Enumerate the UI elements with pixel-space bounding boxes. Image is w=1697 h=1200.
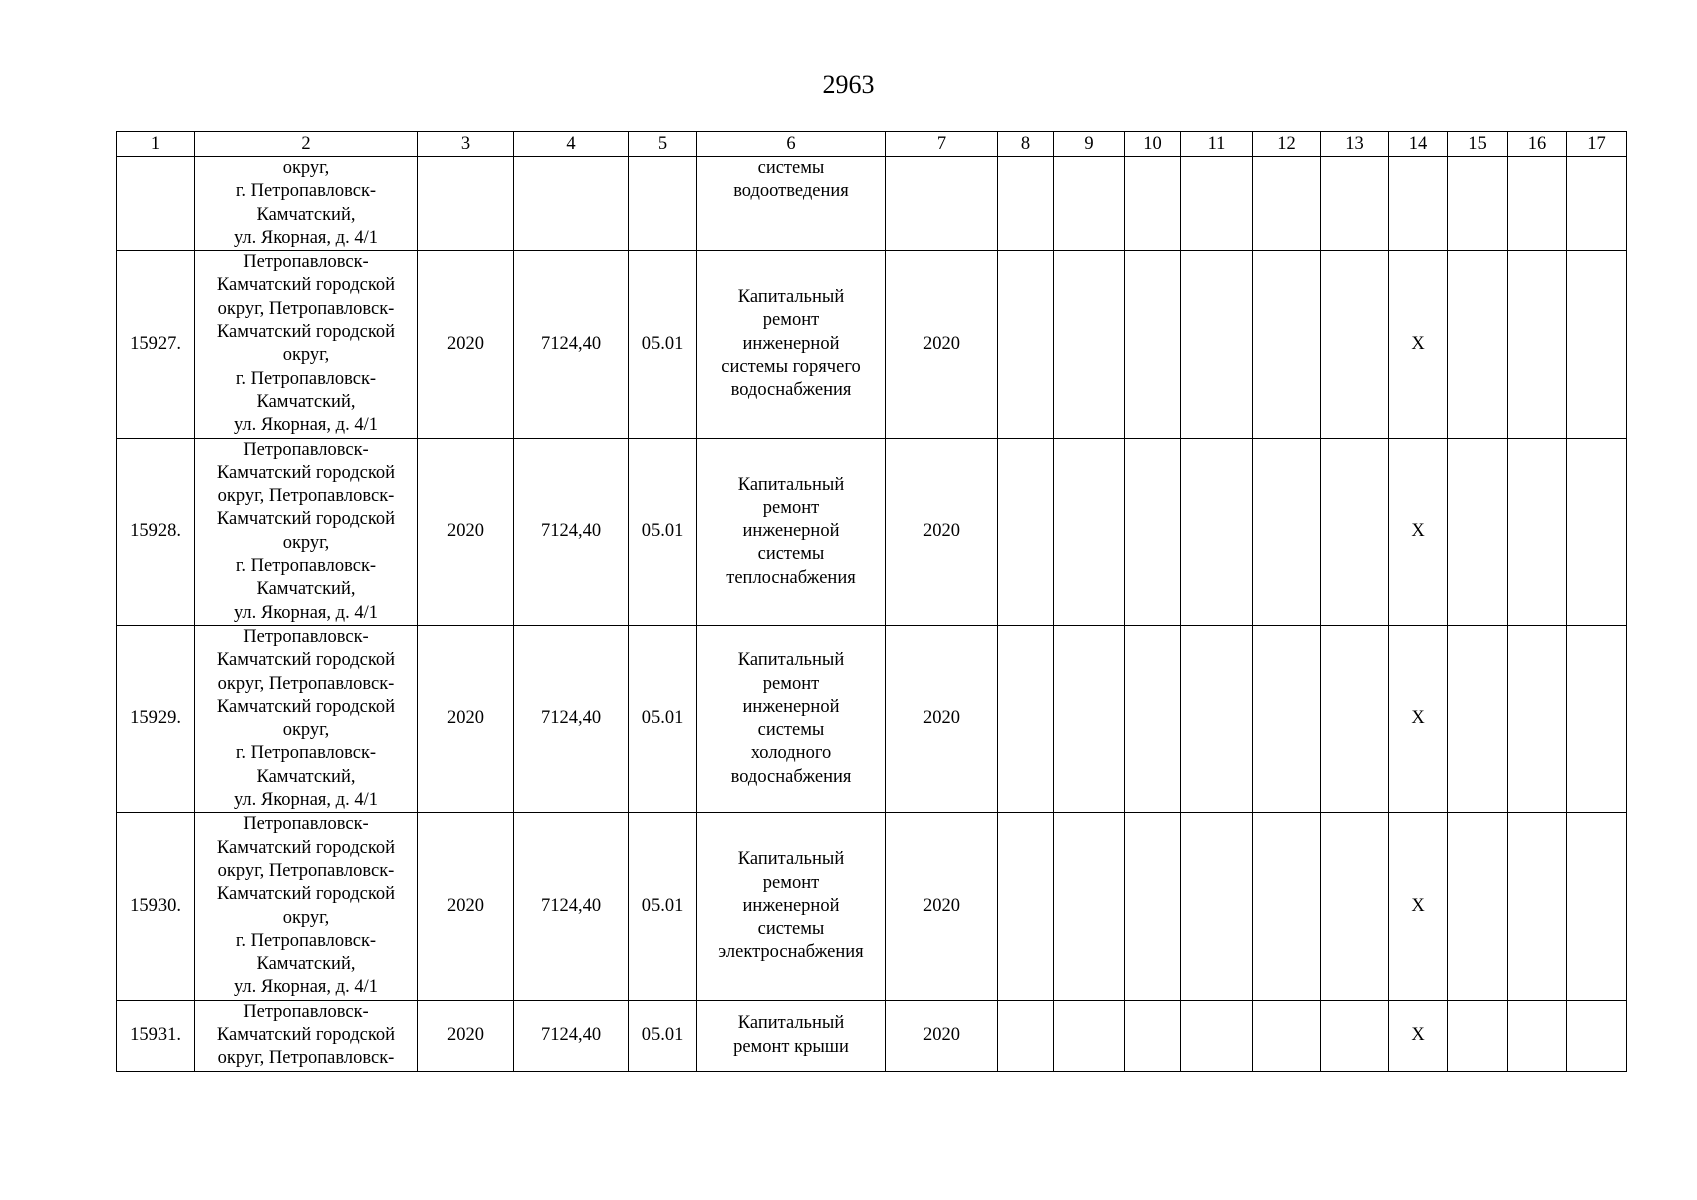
column-header: 8 [998, 132, 1054, 157]
column-header: 12 [1253, 132, 1321, 157]
empty-cell [1125, 251, 1181, 438]
empty-cell [1508, 438, 1567, 625]
table-row [117, 1000, 1627, 1071]
empty-cell [998, 438, 1054, 625]
empty-cell [998, 813, 1054, 1000]
plan-year-cell: 2020 [886, 251, 998, 438]
empty-cell [998, 157, 1054, 251]
year-cell: 2020 [418, 625, 514, 812]
header-row [117, 132, 1627, 157]
empty-cell [1253, 438, 1321, 625]
empty-cell [1567, 813, 1627, 1000]
empty-cell [998, 1000, 1054, 1071]
area-cell [514, 157, 629, 251]
empty-cell [1125, 157, 1181, 251]
mark-cell [1389, 157, 1448, 251]
plan-year-cell [886, 157, 998, 251]
area-cell: 7124,40 [514, 625, 629, 812]
work-type-cell: Капитальный ремонт инженерной системы горячего водоснабжения [697, 251, 886, 438]
empty-cell [1567, 625, 1627, 812]
empty-cell [1253, 625, 1321, 812]
address-cell: округ, г. Петропавловск- Камчатский, ул. Якорная, д. 4/1 [195, 157, 418, 251]
capital-repair-table [116, 131, 1627, 1072]
empty-cell [1125, 625, 1181, 812]
row-number-cell: 15930. [117, 813, 195, 1000]
column-header: 5 [629, 132, 697, 157]
mark-cell: X [1389, 251, 1448, 438]
code-cell: 05.01 [629, 438, 697, 625]
plan-year-cell: 2020 [886, 813, 998, 1000]
empty-cell [1054, 625, 1125, 812]
empty-cell [1448, 251, 1508, 438]
column-header: 9 [1054, 132, 1125, 157]
empty-cell [1181, 813, 1253, 1000]
empty-cell [1567, 1000, 1627, 1071]
mark-cell: X [1389, 1000, 1448, 1071]
mark-cell: X [1389, 813, 1448, 1000]
area-cell: 7124,40 [514, 438, 629, 625]
mark-cell: X [1389, 625, 1448, 812]
column-header: 4 [514, 132, 629, 157]
year-cell: 2020 [418, 251, 514, 438]
empty-cell [1253, 251, 1321, 438]
code-cell: 05.01 [629, 1000, 697, 1071]
table-row [117, 438, 1627, 625]
column-header: 11 [1181, 132, 1253, 157]
empty-cell [1054, 251, 1125, 438]
work-type-cell: Капитальный ремонт крыши [697, 1000, 886, 1071]
empty-cell [1054, 438, 1125, 625]
plan-year-cell: 2020 [886, 625, 998, 812]
address-cell: Петропавловск- Камчатский городской округ, Петропавловск- [195, 1000, 418, 1071]
area-cell: 7124,40 [514, 1000, 629, 1071]
table-row [117, 251, 1627, 438]
plan-year-cell: 2020 [886, 438, 998, 625]
empty-cell [1253, 813, 1321, 1000]
year-cell: 2020 [418, 813, 514, 1000]
empty-cell [998, 251, 1054, 438]
column-header: 1 [117, 132, 195, 157]
empty-cell [1448, 1000, 1508, 1071]
row-number-cell [117, 157, 195, 251]
column-header: 15 [1448, 132, 1508, 157]
address-cell: Петропавловск- Камчатский городской округ, Петропавловск- Камчатский городской округ, г. Петропавловск- Камчатский, ул. Якорная, д. 4/1 [195, 625, 418, 812]
address-cell: Петропавловск- Камчатский городской округ, Петропавловск- Камчатский городской округ, г. Петропавловск- Камчатский, ул. Якорная, д. 4/1 [195, 251, 418, 438]
column-header: 6 [697, 132, 886, 157]
year-cell [418, 157, 514, 251]
empty-cell [1125, 438, 1181, 625]
column-header: 13 [1321, 132, 1389, 157]
column-header: 2 [195, 132, 418, 157]
column-header: 17 [1567, 132, 1627, 157]
empty-cell [998, 625, 1054, 812]
empty-cell [1508, 1000, 1567, 1071]
address-cell: Петропавловск- Камчатский городской округ, Петропавловск- Камчатский городской округ, г. Петропавловск- Камчатский, ул. Якорная, д. 4/1 [195, 813, 418, 1000]
empty-cell [1321, 1000, 1389, 1071]
empty-cell [1321, 157, 1389, 251]
column-header: 16 [1508, 132, 1567, 157]
area-cell: 7124,40 [514, 251, 629, 438]
empty-cell [1321, 251, 1389, 438]
empty-cell [1448, 813, 1508, 1000]
table-row [117, 813, 1627, 1000]
code-cell [629, 157, 697, 251]
empty-cell [1125, 813, 1181, 1000]
empty-cell [1448, 438, 1508, 625]
empty-cell [1508, 625, 1567, 812]
row-number-cell: 15928. [117, 438, 195, 625]
code-cell: 05.01 [629, 625, 697, 812]
work-type-cell: Капитальный ремонт инженерной системы холодного водоснабжения [697, 625, 886, 812]
mark-cell: X [1389, 438, 1448, 625]
row-number-cell: 15927. [117, 251, 195, 438]
empty-cell [1448, 157, 1508, 251]
empty-cell [1054, 1000, 1125, 1071]
empty-cell [1253, 157, 1321, 251]
plan-year-cell: 2020 [886, 1000, 998, 1071]
empty-cell [1321, 813, 1389, 1000]
empty-cell [1321, 438, 1389, 625]
row-number-cell: 15931. [117, 1000, 195, 1071]
empty-cell [1567, 157, 1627, 251]
empty-cell [1448, 625, 1508, 812]
work-type-cell: Капитальный ремонт инженерной системы теплоснабжения [697, 438, 886, 625]
address-cell: Петропавловск- Камчатский городской округ, Петропавловск- Камчатский городской округ, г. Петропавловск- Камчатский, ул. Якорная, д. 4/1 [195, 438, 418, 625]
empty-cell [1508, 157, 1567, 251]
empty-cell [1181, 1000, 1253, 1071]
empty-cell [1567, 438, 1627, 625]
empty-cell [1508, 251, 1567, 438]
column-header: 14 [1389, 132, 1448, 157]
empty-cell [1125, 1000, 1181, 1071]
empty-cell [1181, 438, 1253, 625]
empty-cell [1321, 625, 1389, 812]
column-header: 7 [886, 132, 998, 157]
work-type-cell: Капитальный ремонт инженерной системы электроснабжения [697, 813, 886, 1000]
code-cell: 05.01 [629, 251, 697, 438]
empty-cell [1054, 157, 1125, 251]
work-type-cell: системы водоотведения [697, 157, 886, 251]
row-number-cell: 15929. [117, 625, 195, 812]
empty-cell [1181, 625, 1253, 812]
empty-cell [1508, 813, 1567, 1000]
empty-cell [1181, 251, 1253, 438]
empty-cell [1253, 1000, 1321, 1071]
empty-cell [1567, 251, 1627, 438]
table-row [117, 625, 1627, 812]
column-header: 3 [418, 132, 514, 157]
column-header: 10 [1125, 132, 1181, 157]
year-cell: 2020 [418, 1000, 514, 1071]
empty-cell [1181, 157, 1253, 251]
page-number: 2963 [822, 70, 875, 99]
year-cell: 2020 [418, 438, 514, 625]
empty-cell [1054, 813, 1125, 1000]
continuation-row [117, 157, 1627, 251]
area-cell: 7124,40 [514, 813, 629, 1000]
code-cell: 05.01 [629, 813, 697, 1000]
